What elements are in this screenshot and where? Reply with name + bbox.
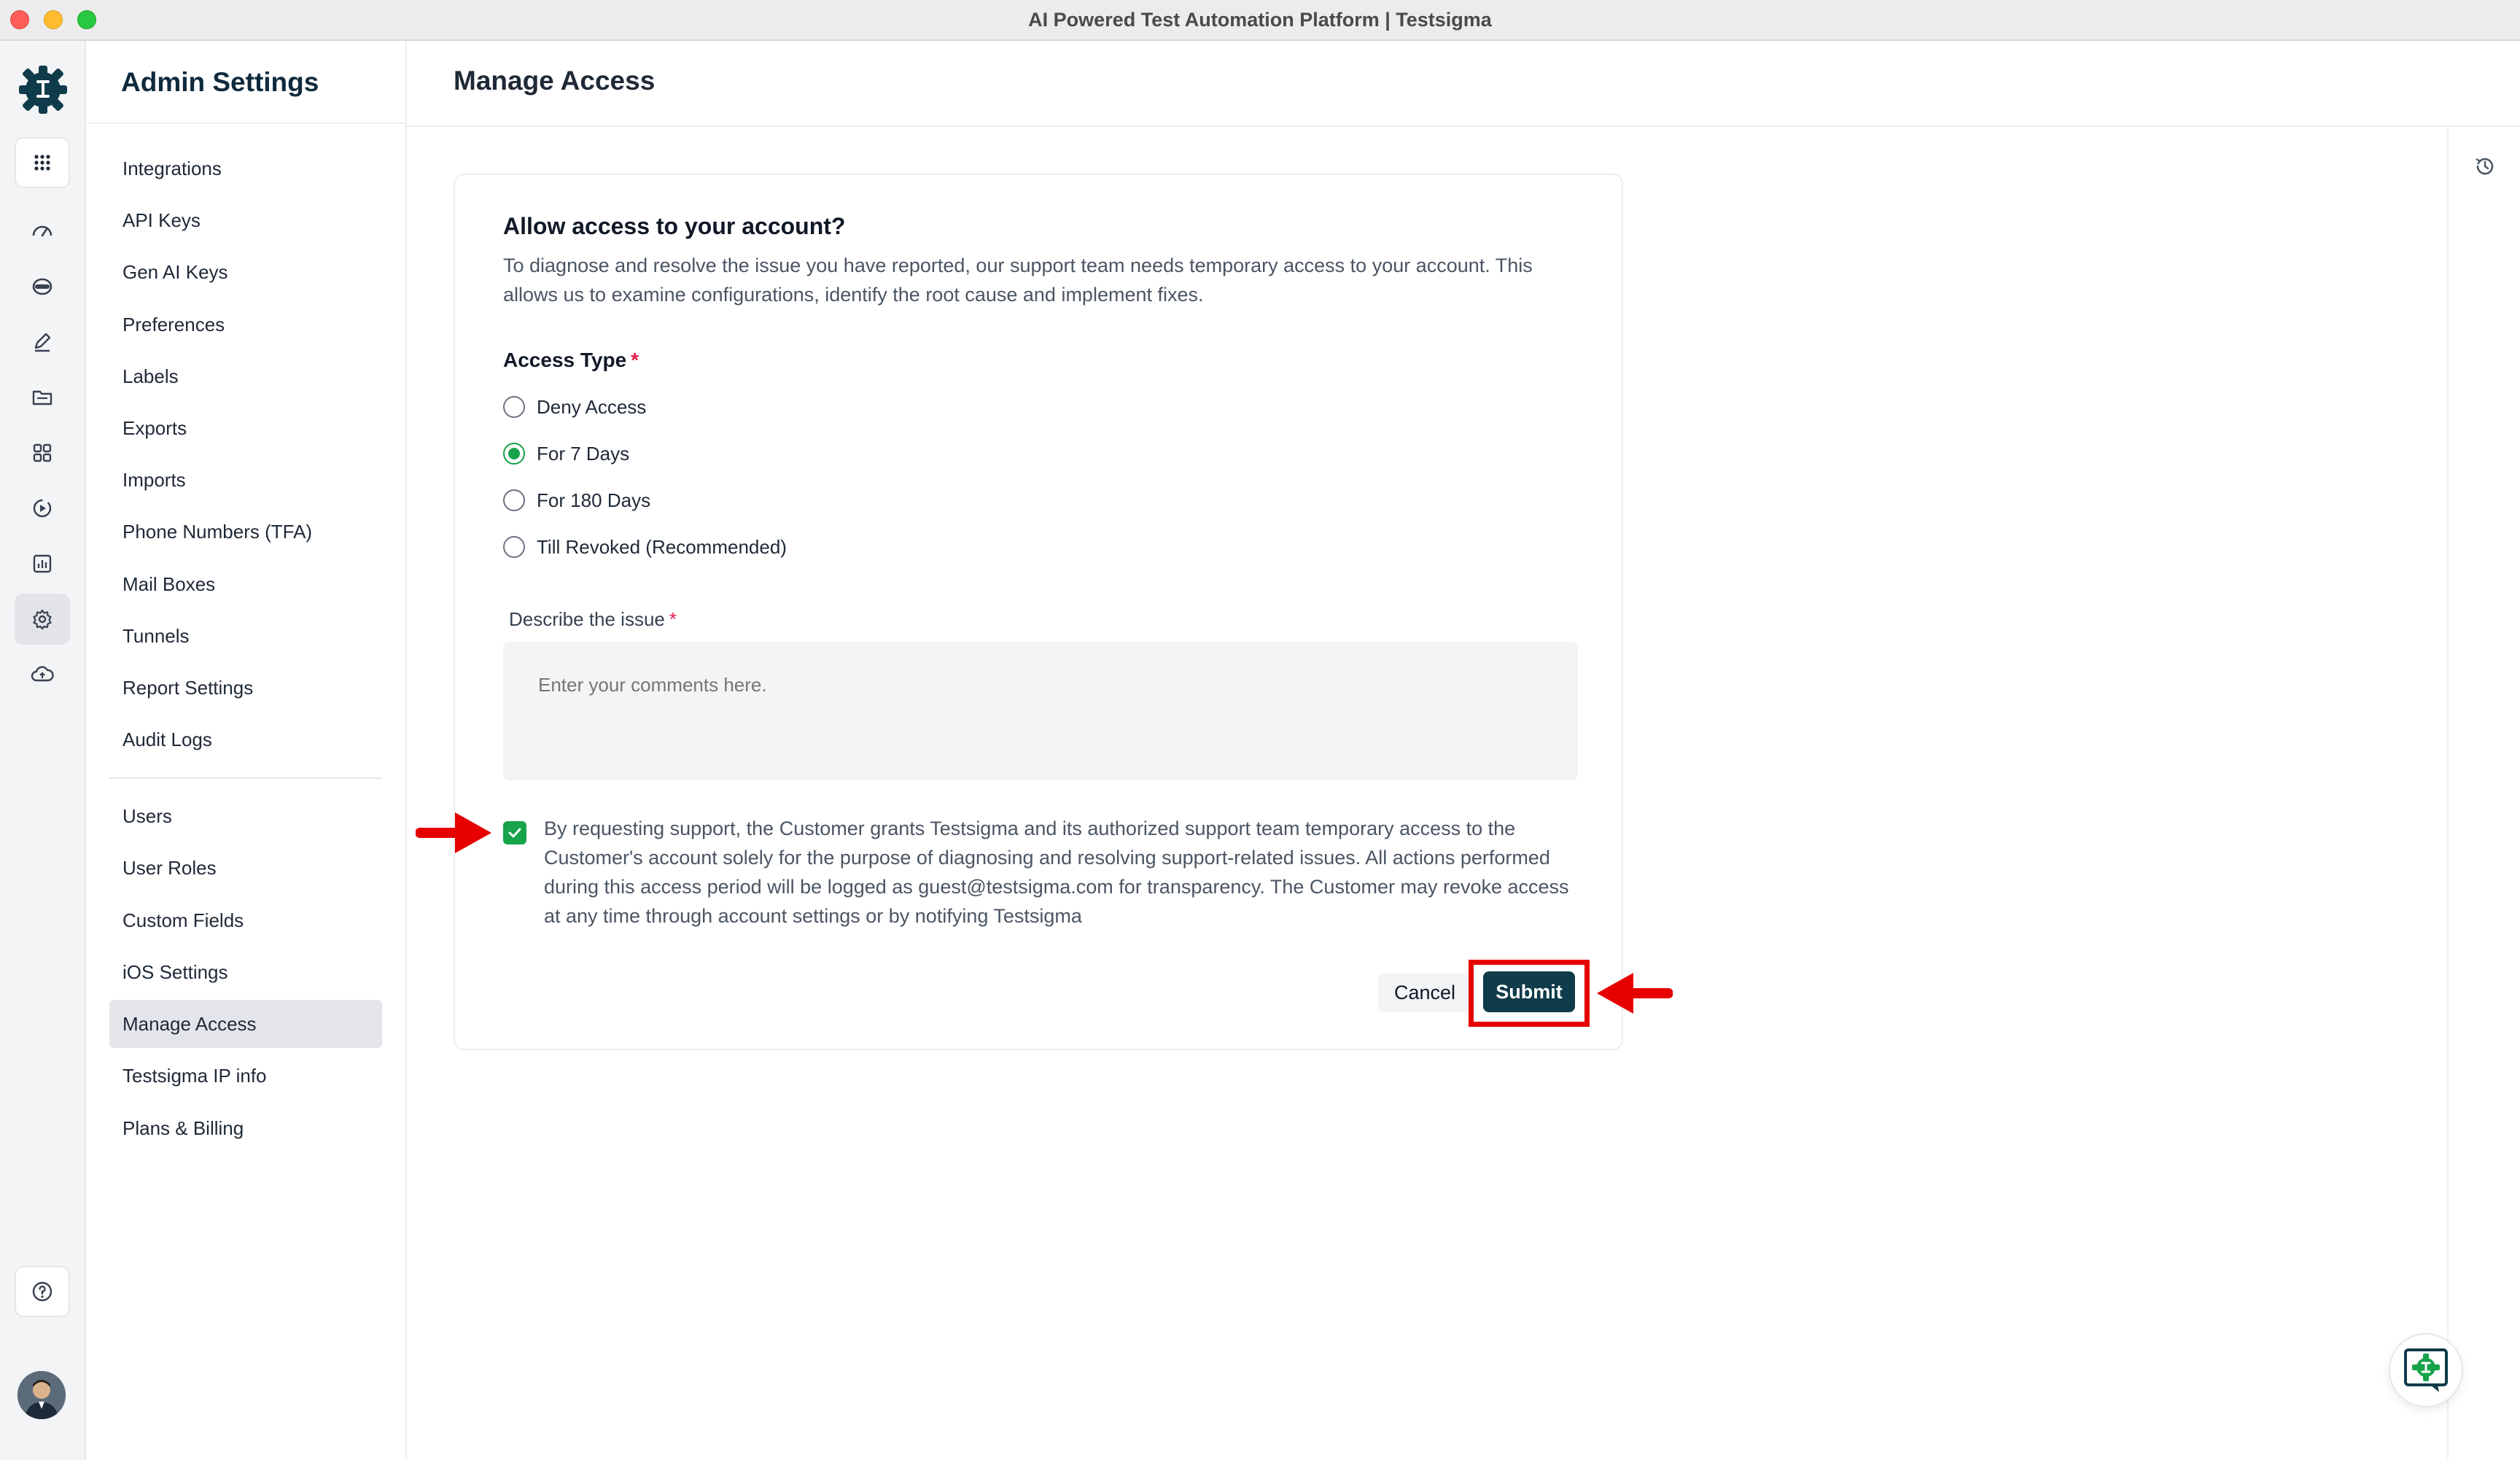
sidebar-item-gen-ai-keys[interactable]: Gen AI Keys <box>122 260 228 283</box>
sidebar-title: Admin Settings <box>121 67 319 97</box>
manage-access-card <box>454 174 1623 1050</box>
access-option-180-days[interactable] <box>503 486 650 515</box>
required-mark: * <box>631 349 639 371</box>
edit-icon[interactable] <box>15 317 70 368</box>
consent-checkbox[interactable] <box>503 821 526 844</box>
access-type-label-text: Access Type <box>503 349 627 371</box>
right-panel-divider <box>2447 127 2449 1460</box>
page-title: Manage Access <box>454 66 656 96</box>
sidebar-item-user-roles[interactable]: User Roles <box>122 856 217 879</box>
sidebar-item-users[interactable]: Users <box>122 804 172 827</box>
history-icon[interactable] <box>2472 153 2498 179</box>
dashboard-icon[interactable] <box>15 206 70 257</box>
submit-pointer-arrow-icon <box>1592 968 1673 1018</box>
radio-7-days[interactable] <box>503 443 525 465</box>
sidebar-item-integrations[interactable]: Integrations <box>122 157 222 179</box>
checkmark-icon <box>506 824 524 842</box>
submit-highlight-box <box>1469 960 1590 1027</box>
sidebar-item-labels[interactable]: Labels <box>122 365 179 387</box>
window-titlebar <box>0 0 2520 41</box>
sidebar-item-testsigma-ip-info[interactable]: Testsigma IP info <box>122 1064 267 1087</box>
access-option-label: Till Revoked (Recommended) <box>537 535 787 558</box>
issue-label <box>509 608 677 631</box>
help-icon[interactable] <box>15 1266 70 1317</box>
access-option-7-days[interactable] <box>503 439 629 468</box>
sidebar-item-plans-billing[interactable]: Plans & Billing <box>122 1117 244 1139</box>
folder-icon[interactable] <box>15 372 70 423</box>
consent-text: By requesting support, the Customer grants Testsigma and its authorized support team temporary access to the Customer's account solely for the purpose of diagnosing and resolving support-related issues. All actions performed during this access period will be logged as guest@testsigma.com for transparency. The Customer may revoke access at any time through account settings or by notifying Testsigma <box>544 818 1569 927</box>
test-lab-icon[interactable] <box>15 261 70 312</box>
required-mark: * <box>669 608 677 630</box>
access-option-label: For 7 Days <box>537 442 630 465</box>
sidebar-header-divider <box>86 123 407 124</box>
radio-till-revoked[interactable] <box>503 536 525 558</box>
support-chat-button[interactable] <box>2389 1333 2463 1407</box>
access-option-label: Deny Access <box>537 395 647 418</box>
submit-button[interactable]: Submit <box>1483 971 1575 1012</box>
radio-180-days[interactable] <box>503 489 525 511</box>
card-heading: Allow access to your account? <box>503 213 846 239</box>
issue-description-field[interactable] <box>503 642 1578 780</box>
cancel-button[interactable]: Cancel <box>1378 973 1471 1012</box>
user-avatar[interactable] <box>18 1371 66 1419</box>
access-type-label <box>503 349 639 372</box>
admin-settings-sidebar <box>86 41 407 1460</box>
access-option-label: For 180 Days <box>537 489 651 511</box>
testsigma-logo-icon[interactable] <box>16 63 70 117</box>
sidebar-item-ios-settings[interactable]: iOS Settings <box>122 960 228 983</box>
sidebar-item-exports[interactable]: Exports <box>122 416 187 439</box>
main-header <box>407 41 2520 127</box>
sidebar-item-audit-logs[interactable]: Audit Logs <box>122 728 212 750</box>
checkbox-pointer-arrow-icon <box>416 808 496 858</box>
support-chat-icon <box>2403 1347 2449 1394</box>
access-option-till-revoked[interactable] <box>503 532 787 562</box>
access-option-deny[interactable] <box>503 392 646 422</box>
modules-icon[interactable] <box>15 427 70 478</box>
settings-icon[interactable] <box>15 594 70 645</box>
sidebar-item-mail-boxes[interactable]: Mail Boxes <box>122 572 216 595</box>
radio-deny-access[interactable] <box>503 396 525 418</box>
sidebar-item-tunnels[interactable]: Tunnels <box>122 624 190 647</box>
window-title: AI Powered Test Automation Platform | Testsigma <box>1028 9 1492 31</box>
sidebar-item-phone-numbers[interactable]: Phone Numbers (TFA) <box>122 520 313 543</box>
sidebar-section-divider <box>109 777 382 779</box>
apps-grid-icon[interactable] <box>15 137 70 188</box>
sidebar-item-custom-fields[interactable]: Custom Fields <box>122 909 244 931</box>
sidebar-item-preferences[interactable]: Preferences <box>122 313 225 335</box>
sidebar-item-manage-access[interactable]: Manage Access <box>109 1000 382 1048</box>
app-rail <box>0 41 86 1460</box>
card-description: To diagnose and resolve the issue you have reported, our support team needs temporary access to your account. This allows us to examine configurations, identify the root cause and implement fixes. <box>503 255 1533 306</box>
sidebar-item-imports[interactable]: Imports <box>122 468 186 491</box>
sidebar-item-report-settings[interactable]: Report Settings <box>122 676 254 699</box>
issue-label-text: Describe the issue <box>509 608 665 630</box>
run-icon[interactable] <box>15 483 70 534</box>
sidebar-item-api-keys[interactable]: API Keys <box>122 209 201 231</box>
cloud-icon[interactable] <box>15 649 70 700</box>
reports-icon[interactable] <box>15 538 70 589</box>
